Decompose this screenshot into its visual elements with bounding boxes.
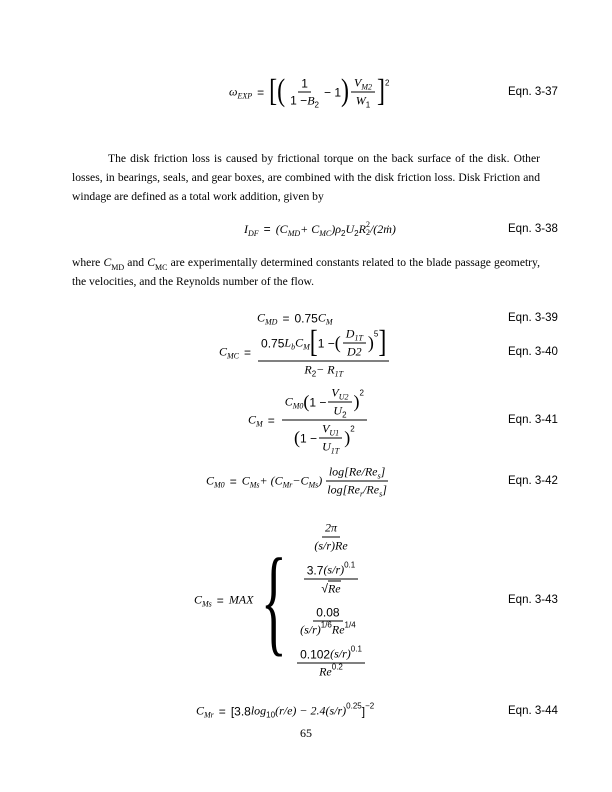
equation-label: Eqn. 3-40 xyxy=(508,346,558,358)
term: R xyxy=(358,221,366,236)
term: (r/e) − 2.4(s/r) xyxy=(275,703,347,718)
term: 1 − xyxy=(290,93,308,108)
equation-3-44 xyxy=(196,701,375,720)
paragraph-constants xyxy=(72,253,540,291)
term: U xyxy=(322,439,331,454)
sub: 1T xyxy=(330,446,340,456)
term: −C xyxy=(292,473,309,488)
max-operator: MAX xyxy=(228,592,254,607)
denominator: (s/r)Re xyxy=(314,538,348,553)
equation-label: Eqn. 3-38 xyxy=(508,223,558,235)
sub: U2 xyxy=(338,392,349,402)
exponent: 0.1 xyxy=(350,644,362,654)
numerator: 1 xyxy=(298,76,311,92)
fraction xyxy=(351,76,375,109)
term: [3.8 xyxy=(230,704,251,718)
exponent: 1/4 xyxy=(344,620,356,630)
equals: = xyxy=(257,85,265,99)
sub: r xyxy=(359,489,364,499)
term: V xyxy=(354,75,362,90)
term: (C xyxy=(275,221,288,236)
term: C xyxy=(284,394,293,409)
exponent: −2 xyxy=(365,701,375,711)
number: 0.75 xyxy=(294,311,318,325)
sym: ω xyxy=(229,84,238,99)
term: C xyxy=(194,592,203,607)
number: 0.75 xyxy=(261,336,285,350)
bracket: [ xyxy=(269,74,278,109)
equation-label: Eqn. 3-41 xyxy=(508,414,558,426)
term: I xyxy=(244,221,248,236)
sub: s xyxy=(377,471,381,481)
term: 1 − xyxy=(317,336,335,350)
text: where xyxy=(72,256,104,269)
sub: 2 xyxy=(354,228,359,238)
exponent: 1/6 xyxy=(320,620,332,630)
sub: 10 xyxy=(266,710,276,720)
equals: = xyxy=(218,704,226,718)
fraction xyxy=(258,327,389,378)
text: are experimentally determined constants related to the blade passage geometry, the velocities, and the Reynolds number of the flow. xyxy=(72,256,540,288)
sub: b xyxy=(291,342,296,352)
text: and xyxy=(124,256,148,269)
sub: s xyxy=(379,489,383,499)
sub: 2 xyxy=(365,228,370,237)
sub: Ms xyxy=(308,480,319,490)
sub: M0 xyxy=(214,480,225,490)
term: /Re xyxy=(363,482,380,497)
fraction xyxy=(297,606,359,638)
sub: MC xyxy=(227,351,240,361)
sub: M0 xyxy=(292,401,304,411)
term: + C xyxy=(300,221,320,236)
equation-label: Eqn. 3-37 xyxy=(508,86,558,98)
sub: 2 xyxy=(314,100,319,109)
sub: 1T xyxy=(334,369,344,379)
fraction xyxy=(311,521,350,554)
number: 0.102 xyxy=(300,647,331,661)
term: W xyxy=(355,93,366,108)
term: C xyxy=(206,473,215,488)
term: C xyxy=(219,344,228,359)
equals: = xyxy=(244,345,252,359)
paren: ( xyxy=(334,332,341,353)
term: Re xyxy=(319,664,332,679)
equation-3-39 xyxy=(257,311,333,326)
sub: M2 xyxy=(361,82,373,92)
sub: DF xyxy=(248,228,259,238)
term: C xyxy=(147,256,155,269)
paren: ) xyxy=(341,74,349,109)
fraction xyxy=(282,386,367,455)
paren: ( xyxy=(277,74,286,109)
sub: MD xyxy=(111,263,125,272)
sub: 2 xyxy=(342,410,347,420)
paren: ) xyxy=(353,391,360,412)
term: ] xyxy=(382,482,387,497)
fraction xyxy=(319,422,342,455)
bracket: ] xyxy=(377,74,386,109)
sub: Mr xyxy=(282,480,293,490)
exponent: 0.2 xyxy=(331,662,343,672)
term: V xyxy=(331,385,339,400)
equation-3-42 xyxy=(206,465,392,498)
term: (s/r) xyxy=(323,562,345,577)
equation-3-37 xyxy=(229,76,389,109)
term: 1 − xyxy=(309,395,327,409)
sub: U1 xyxy=(329,428,340,438)
term: − R xyxy=(316,362,335,377)
sub: 1 xyxy=(365,100,371,110)
equation-3-38 xyxy=(244,221,396,237)
sub: M xyxy=(325,317,333,327)
term: + (C xyxy=(259,473,283,488)
paren: ( xyxy=(303,391,310,412)
paragraph-text: The disk friction loss is caused by frictional torque on the back surface of the disk. Other losses, in bearings, seals, and gear boxes, are combined with the disk friction loss. Disk Friction and windage are defined as a total work addition, given by xyxy=(72,152,540,203)
term: R xyxy=(304,362,312,377)
exponent: 0.25 xyxy=(346,701,362,711)
fraction xyxy=(324,465,390,498)
max-options xyxy=(295,521,367,680)
fraction xyxy=(328,386,351,419)
page-number: 65 xyxy=(300,726,312,740)
paragraph-disk-friction xyxy=(72,149,540,206)
sub: MC xyxy=(319,228,332,238)
sub: M xyxy=(303,342,310,352)
term: C xyxy=(248,412,257,427)
term: Re xyxy=(327,581,341,596)
sub: Ms xyxy=(202,599,212,609)
sqrt-sign: √ xyxy=(321,581,328,596)
term: D2 xyxy=(347,344,362,359)
sub: EXP xyxy=(237,91,253,101)
sub: Ms xyxy=(249,480,260,490)
term: V xyxy=(322,421,330,436)
term: log xyxy=(250,703,267,718)
equation-3-41 xyxy=(248,386,369,455)
equation-3-43 xyxy=(194,521,367,680)
bracket: ] xyxy=(361,704,366,718)
bracket: [ xyxy=(309,325,318,360)
term: C xyxy=(295,335,304,350)
equals: = xyxy=(267,413,275,427)
equals: = xyxy=(263,222,271,236)
sub: Mr xyxy=(204,710,214,720)
term: Re xyxy=(331,622,345,637)
exponent: 2 xyxy=(350,424,355,434)
exponent: 0.1 xyxy=(344,560,356,570)
term: C xyxy=(317,310,326,325)
term: (s/r) xyxy=(330,646,351,661)
term: log[Re xyxy=(327,482,360,497)
term: C xyxy=(196,703,205,718)
equation-label: Eqn. 3-43 xyxy=(508,594,558,606)
equals: = xyxy=(229,474,237,488)
exponent: 2 xyxy=(385,78,390,88)
paren: ) xyxy=(367,332,374,353)
term: D xyxy=(345,326,355,341)
term: (s/r) xyxy=(300,622,321,637)
sub: MD xyxy=(265,317,278,327)
fraction xyxy=(287,76,322,108)
sub: MD xyxy=(287,228,301,238)
exponent: 5 xyxy=(373,329,379,339)
term: C xyxy=(103,256,112,269)
term: 1 − xyxy=(300,431,318,445)
sub: MC xyxy=(154,263,168,272)
term: U xyxy=(333,403,343,418)
bracket: ] xyxy=(378,325,387,360)
term: U xyxy=(345,221,355,236)
term: L xyxy=(284,335,292,350)
term: − 1 xyxy=(323,85,341,99)
sub: 2 xyxy=(311,369,317,379)
numerator: 2π xyxy=(322,521,340,538)
term: C xyxy=(257,310,266,325)
equals: = xyxy=(216,593,224,607)
paren: ) xyxy=(344,427,351,448)
equals: = xyxy=(282,311,290,325)
sub: 2 xyxy=(341,228,346,238)
term: log[Re/Re xyxy=(328,464,378,479)
number: 3.7 xyxy=(306,563,324,577)
term: ) xyxy=(318,473,323,488)
fraction xyxy=(343,327,366,360)
equation-label: Eqn. 3-44 xyxy=(508,705,558,717)
equation-label: Eqn. 3-39 xyxy=(508,312,558,324)
brace: { xyxy=(261,533,288,666)
equation-3-40 xyxy=(219,327,391,378)
equation-label: Eqn. 3-42 xyxy=(508,475,558,487)
sub: 1T xyxy=(354,333,363,343)
paren: ( xyxy=(294,427,301,448)
fraction xyxy=(297,644,365,680)
fraction xyxy=(304,560,358,597)
term: C xyxy=(241,473,250,488)
term: ] xyxy=(380,464,386,479)
exponent: 2 xyxy=(359,388,364,398)
term: B xyxy=(307,93,315,107)
numerator: 0.08 xyxy=(313,606,342,622)
sub: M xyxy=(256,419,263,429)
term: /(2ṁ) xyxy=(369,221,396,236)
exponent: 2 xyxy=(365,220,370,229)
term: )ρ xyxy=(331,221,342,236)
